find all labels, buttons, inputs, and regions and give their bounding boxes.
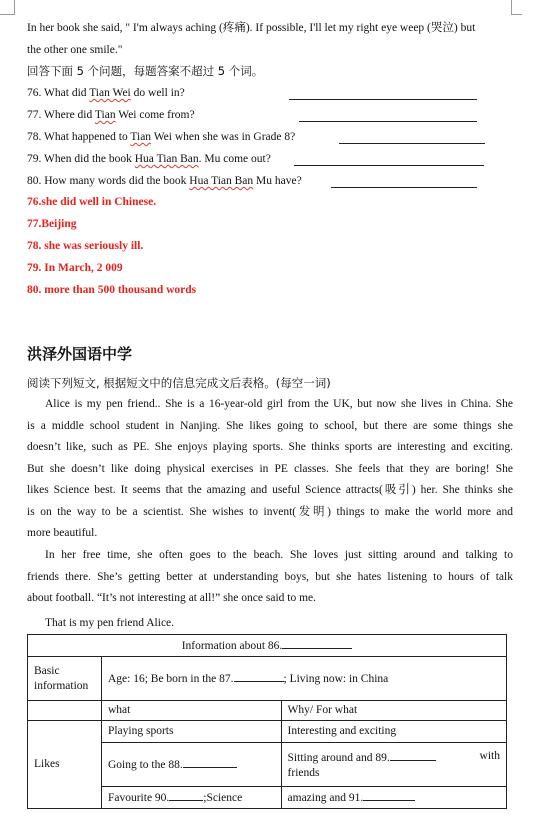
basic-info-content: Age: 16; Be born in the 87. ; Living now: in China [101, 657, 506, 701]
top-text-line-1: In her book she said, " I'm always aching (疼痛). If possible, I'll let my right eye weep (哭泣) but [27, 22, 476, 34]
likes-label: Likes [28, 721, 102, 809]
passage-line: friends there. She’s getting better at understanding boys, but she hates listening to hours of talk [27, 570, 513, 583]
answer-blank-78[interactable] [339, 132, 485, 144]
page-corner-mark-left [0, 0, 15, 15]
section-title: 洪泽外国语中学 [27, 345, 133, 363]
passage-paragraph-1 [27, 394, 513, 545]
passage-line: is a middle school student in Nanjing. She likes going to school, but there are some things she [27, 419, 513, 432]
question-79: 79. When did the book Hua Tian Ban. Mu come out? [27, 153, 271, 165]
instruction-complete-table: 阅读下列短文, 根据短文中的信息完成文后表格。(每空一词) [27, 376, 331, 390]
question-80: 80. How many words did the book Hua Tian Ban Mu have? [27, 175, 302, 187]
passage-line: about football. “It’s not interesting at all!” she once said to me. [27, 592, 317, 604]
blank-86[interactable] [282, 637, 352, 649]
passage-line: But she doesn’t like doing physical exercises in PE classes. She feels that they are boring! She [27, 462, 513, 475]
answer-blank-76[interactable] [289, 88, 477, 100]
question-77: 77. Where did Tian Wei come from? [27, 109, 195, 121]
answer-79: 79. In March, 2 009 [27, 262, 123, 274]
passage-closing: That is my pen friend Alice. [45, 617, 175, 629]
passage-paragraph-2 [27, 545, 513, 610]
row2-why-line: friends [287, 766, 320, 779]
blank-87[interactable] [234, 670, 284, 682]
blank-88[interactable] [183, 756, 237, 768]
passage-line: more beautiful. [27, 527, 98, 539]
blank-89[interactable] [390, 749, 436, 761]
column-header-why: Why/ For what [281, 701, 506, 721]
row2-why-line: Sitting around and 89. with [287, 749, 500, 764]
basic-info-label: Basic information [28, 657, 102, 701]
row3-what: Favourite 90. ;Science [101, 787, 281, 809]
column-header-what: what [101, 701, 281, 721]
blank-91[interactable] [363, 789, 415, 801]
row2-what: Going to the 88. [101, 743, 281, 787]
info-table [27, 634, 507, 809]
row1-why: Interesting and exciting [281, 721, 506, 743]
answer-77: 77.Beijing [27, 218, 77, 230]
passage-line: doesn’t like, such as PE. She enjoys playing sports. She thinks sports are interesting and exciting. [27, 441, 513, 453]
top-text-line-2: the other one smile." [27, 44, 123, 56]
answer-blank-77[interactable] [299, 110, 477, 122]
row1-what: Playing sports [101, 721, 281, 743]
blank-90[interactable] [169, 789, 203, 801]
row3-why: amazing and 91. [281, 787, 506, 809]
question-76: 76. What did Tian Wei do well in? [27, 87, 185, 99]
passage-line: Alice is my pen friend.. She is a 16-year-old girl from the UK, but now she lives in China. She [45, 398, 513, 410]
answer-80: 80. more than 500 thousand words [27, 284, 197, 296]
empty-header-cell [28, 701, 102, 721]
answer-76: 76.she did well in Chinese. [27, 196, 157, 208]
instruction-answer-questions: 回答下面 5 个问题，每题答案不超过 5 个词。 [27, 64, 264, 78]
answer-blank-79[interactable] [294, 154, 484, 166]
row2-why [281, 743, 506, 787]
table-title-cell: Information about 86. [28, 635, 507, 657]
page-corner-mark-right [511, 0, 522, 15]
passage-line: In her free time, she often goes to the beach. She loves just sitting around and talking to [45, 549, 513, 561]
answer-78: 78. she was seriously ill. [27, 240, 144, 252]
question-78: 78. What happened to Tian Wei when she was in Grade 8? [27, 131, 296, 143]
passage-line: is on the way to be a scientist. She wishes to invent(发明) things to make the world more and [27, 505, 513, 518]
passage-line: likes Science best. It seems that the amazing and useful Science attracts(吸引) her. She thinks she [27, 484, 513, 496]
answer-blank-80[interactable] [331, 176, 477, 188]
